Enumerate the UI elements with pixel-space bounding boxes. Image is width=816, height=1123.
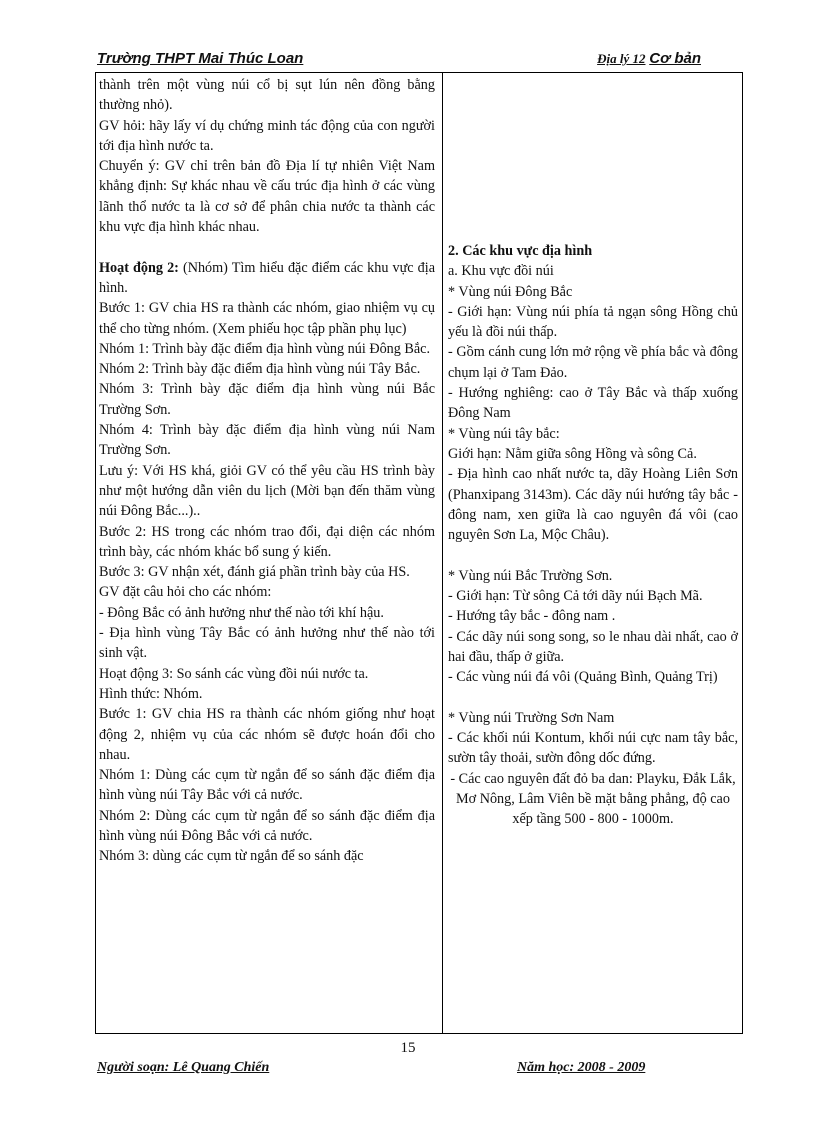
paragraph-text: - Giới hạn: Vùng núi phía tả ngạn sông Hồng chủ yếu là đồi núi thấp.	[448, 303, 738, 341]
paragraph	[448, 728, 738, 769]
paragraph	[99, 846, 435, 866]
paragraph	[448, 261, 738, 281]
paragraph	[448, 464, 738, 545]
paragraph	[448, 302, 738, 343]
paragraph-text: - Giới hạn: Từ sông Cả tới dãy núi Bạch Mã.	[448, 588, 703, 605]
paragraph-text: - Địa hình vùng Tây Bắc có ảnh hưởng như thế nào tới sinh vật.	[99, 625, 435, 662]
paragraph-text: - Địa hình cao nhất nước ta, dãy Hoàng Liên Sơn (Phanxipang 3143m). Các dãy núi hướng tây bắc - đông nam, xen giữa là cao nguyên đá vôi (cao nguyên Sơn La, Mộc Châu).	[448, 466, 738, 544]
subject-level: Cơ bản	[649, 50, 701, 67]
author-label: Người soạn: Lê Quang Chiến	[97, 1060, 270, 1075]
paragraph-text: * Vùng núi Đông Bắc	[448, 283, 573, 300]
subject-name: Địa lý 12	[597, 51, 646, 66]
paragraph	[99, 116, 435, 157]
paragraph-text: Bước 1: GV chia HS ra thành các nhóm, giao nhiệm vụ cụ thể cho từng nhóm. (Xem phiếu học tập phần phụ lục)	[99, 300, 435, 337]
paragraph	[99, 258, 435, 299]
paragraph-text: Hình thức: Nhóm.	[99, 685, 203, 702]
paragraph-text: Nhóm 3: Trình bày đặc điểm địa hình vùng núi Bắc Trường Sơn.	[99, 381, 435, 418]
paragraph-text: Nhóm 1: Dùng các cụm từ ngắn để so sánh đặc điểm địa hình vùng núi Tây Bắc với cả nước.	[99, 767, 435, 804]
paragraph	[99, 806, 435, 847]
paragraph	[99, 339, 435, 359]
activity-heading: Hoạt động 2:	[99, 259, 179, 276]
paragraph-text: - Hướng nghiêng: cao ở Tây Bắc và thấp xuống Đông Nam	[448, 385, 738, 422]
paragraph	[448, 606, 738, 626]
paragraph	[99, 420, 435, 461]
lesson-content-column	[448, 241, 738, 830]
paragraph-text: Nhóm 2: Trình bày đặc điểm địa hình vùng núi Tây Bắc.	[99, 361, 421, 378]
paragraph	[99, 461, 435, 522]
paragraph	[99, 704, 435, 765]
blank-line	[99, 237, 435, 257]
paragraph	[99, 75, 435, 116]
column-divider	[442, 73, 443, 1033]
paragraph-text: (Nhóm) Tìm hiểu đặc điểm các khu vực địa hình.	[99, 259, 436, 296]
paragraph-text: GV hỏi: hãy lấy ví dụ chứng minh tác động của con người tới địa hình nước ta.	[99, 117, 435, 154]
page-header	[97, 50, 741, 74]
paragraph-text: - Các vùng núi đá vôi (Quảng Bình, Quảng Trị)	[448, 669, 718, 686]
page-footer	[97, 1060, 741, 1082]
paragraph-text: Bước 3: GV nhận xét, đánh giá phần trình bày của HS.	[99, 564, 410, 581]
paragraph	[99, 298, 435, 339]
paragraph-text: Nhóm 2: Dùng các cụm từ ngắn để so sánh đặc điểm địa hình vùng núi Đông Bắc với cả nước.	[99, 807, 435, 844]
page-number: 15	[400, 1040, 416, 1056]
paragraph	[99, 156, 435, 237]
paragraph-text: * Vùng núi Trường Sơn Nam	[448, 709, 615, 726]
lesson-table	[95, 72, 743, 1034]
paragraph-text: - Các cao nguyên đất đỏ ba dan: Playku, Đắk Lắk, Mơ Nông, Lâm Viên bề mặt bằng phẳng, độ cao xếp tầng 500 - 800 - 1000m.	[450, 770, 736, 828]
paragraph-text: * Vùng núi tây bắc:	[448, 425, 560, 442]
paragraph	[448, 241, 738, 261]
paragraph	[99, 582, 435, 602]
blank-line	[448, 545, 738, 565]
paragraph-text: Nhóm 3: dùng các cụm từ ngắn để so sánh đặc	[99, 848, 364, 865]
paragraph-text: Giới hạn: Nằm giữa sông Hồng và sông Cả.	[448, 445, 697, 462]
paragraph-text: Bước 2: HS trong các nhóm trao đổi, đại diện các nhóm trình bày, các nhóm khác bổ sung ý kiến.	[99, 523, 435, 560]
paragraph	[99, 359, 435, 379]
paragraph	[448, 586, 738, 606]
paragraph	[99, 664, 435, 684]
paragraph-text: Chuyển ý: GV chỉ trên bản đồ Địa lí tự nhiên Việt Nam khẳng định: Sự khác nhau về cấu trúc địa hình ở các vùng lãnh thổ nước ta là cơ sở để phân chia nước ta thành các khu vực địa hình khác nhau.	[99, 158, 435, 236]
paragraph	[448, 444, 738, 464]
paragraph-text: Hoạt động 3: So sánh các vùng đồi núi nước ta.	[99, 665, 369, 682]
blank-line	[448, 688, 738, 708]
paragraph	[448, 627, 738, 668]
school-year-label: Năm học: 2008 - 2009	[517, 1060, 646, 1075]
paragraph	[99, 623, 435, 664]
paragraph-text: - Gồm cánh cung lớn mở rộng về phía bắc và đông chụm lại ở Tam Đảo.	[448, 344, 738, 381]
paragraph-text: - Các dãy núi song song, so le nhau dài nhất, cao ở hai đầu, thấp ở giữa.	[448, 628, 738, 665]
paragraph-text: GV đặt câu hỏi cho các nhóm:	[99, 584, 272, 601]
school-name: Trường THPT Mai Thúc Loan	[97, 50, 304, 67]
paragraph-text: a. Khu vực đồi núi	[448, 263, 554, 280]
paragraph-text: thành trên một vùng núi cổ bị sụt lún nên đồng bằng thường nhỏ).	[99, 77, 435, 114]
subject-label	[597, 50, 701, 68]
paragraph-text: * Vùng núi Bắc Trường Sơn.	[448, 567, 613, 584]
paragraph	[448, 769, 738, 830]
paragraph	[448, 342, 738, 383]
paragraph	[99, 684, 435, 704]
paragraph	[448, 708, 738, 728]
teacher-activities-column	[99, 75, 435, 867]
paragraph-text: Lưu ý: Với HS khá, giỏi GV có thể yêu cầu HS trình bày như một hướng dẫn viên du lịch (Mời bạn đến thăm vùng núi Đông Bắc...)..	[99, 462, 435, 520]
paragraph-text: - Đông Bắc có ảnh hưởng như thế nào tới khí hậu.	[99, 604, 384, 621]
paragraph	[448, 566, 738, 586]
paragraph-text: 2. Các khu vực địa hình	[448, 243, 593, 259]
paragraph-text: - Hướng tây bắc - đông nam .	[448, 608, 616, 625]
paragraph-text: Bước 1: GV chia HS ra thành các nhóm giống như hoạt động 2, nhiệm vụ của các nhóm sẽ được hoán đổi cho nhau.	[99, 706, 435, 763]
paragraph	[448, 424, 738, 444]
paragraph-text: - Các khối núi Kontum, khối núi cực nam tây bắc, sườn tây thoải, sườn đông dốc đứng.	[448, 730, 738, 767]
paragraph	[448, 383, 738, 424]
paragraph	[99, 765, 435, 806]
paragraph	[99, 562, 435, 582]
paragraph-text: Nhóm 4: Trình bày đặc điểm địa hình vùng núi Nam Trường Sơn.	[99, 422, 435, 459]
paragraph	[99, 522, 435, 563]
paragraph-text: Nhóm 1: Trình bày đặc điểm địa hình vùng núi Đông Bắc.	[99, 340, 431, 357]
paragraph	[448, 282, 738, 302]
paragraph	[99, 603, 435, 623]
paragraph	[448, 667, 738, 687]
paragraph	[99, 379, 435, 420]
